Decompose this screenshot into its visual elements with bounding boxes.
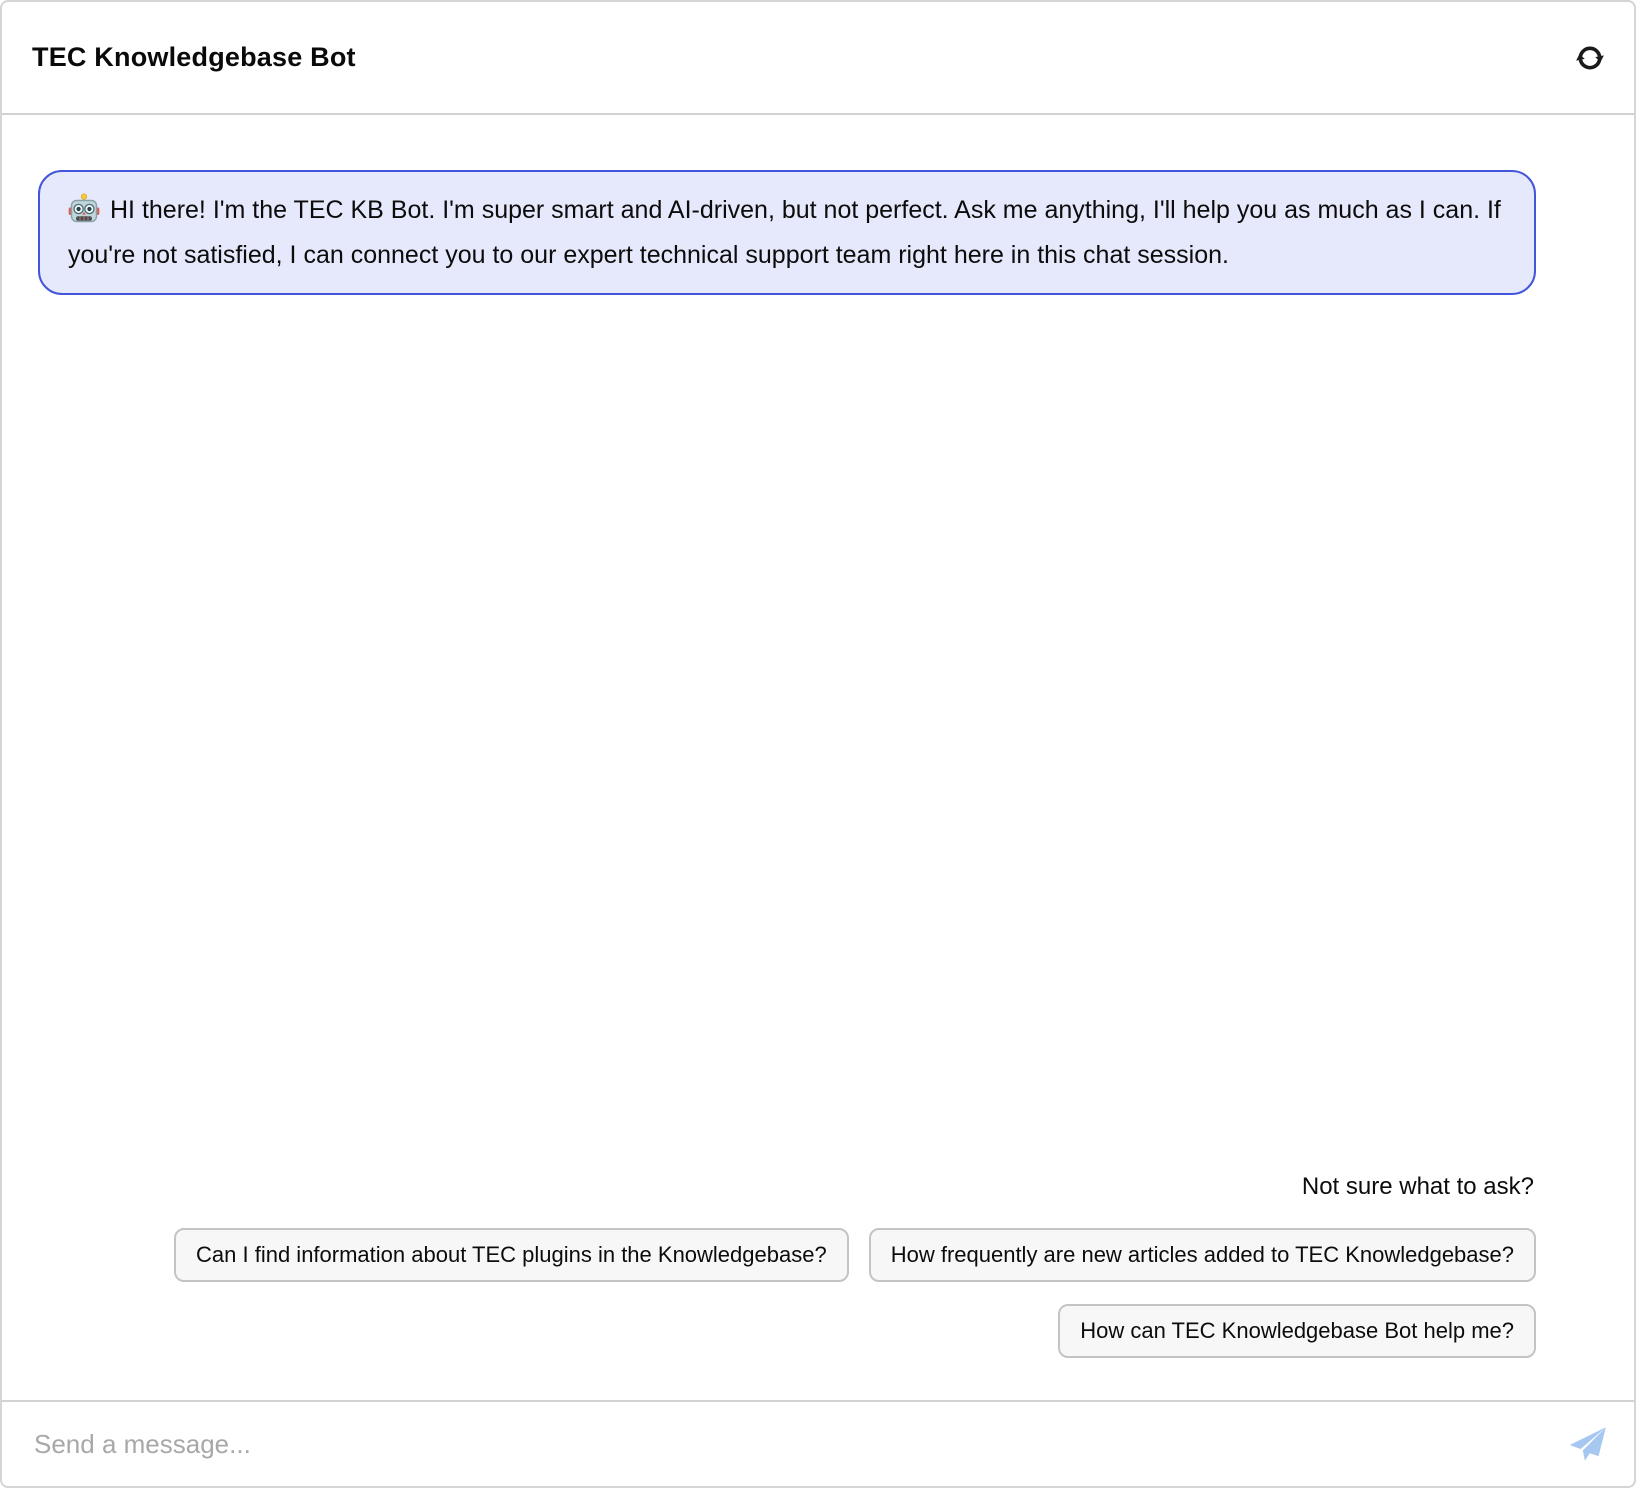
- suggestion-buttons: [38, 1228, 1536, 1358]
- composer: [2, 1400, 1634, 1486]
- suggestion-button-new-articles[interactable]: How frequently are new articles added to TEC Knowledgebase?: [869, 1228, 1536, 1282]
- suggestion-button-tec-plugins[interactable]: Can I find information about TEC plugins in the Knowledgebase?: [174, 1228, 849, 1282]
- send-button[interactable]: [1564, 1421, 1610, 1467]
- suggestions-prompt: Not sure what to ask?: [1301, 1172, 1534, 1200]
- suggestions-section: [38, 1173, 1536, 1358]
- robot-emoji-icon: [68, 193, 100, 236]
- refresh-icon: [1576, 44, 1604, 72]
- bot-message-bubble: [38, 170, 1536, 295]
- chat-empty-space: [38, 295, 1536, 1173]
- chat-area: [2, 115, 1634, 1400]
- refresh-button[interactable]: [1576, 44, 1604, 72]
- bot-message-text: HI there! I'm the TEC KB Bot. I'm super smart and AI-driven, but not perfect. Ask me anything, I'll help you as much as I can. If you're not satisfied, I can connect you to our expert technical support team right here in this chat session.: [68, 196, 1501, 269]
- paper-plane-icon: [1566, 1423, 1608, 1465]
- message-input[interactable]: [32, 1428, 1550, 1461]
- page-title: TEC Knowledgebase Bot: [32, 42, 356, 72]
- header: [2, 2, 1634, 115]
- suggestion-button-how-help[interactable]: How can TEC Knowledgebase Bot help me?: [1058, 1304, 1536, 1358]
